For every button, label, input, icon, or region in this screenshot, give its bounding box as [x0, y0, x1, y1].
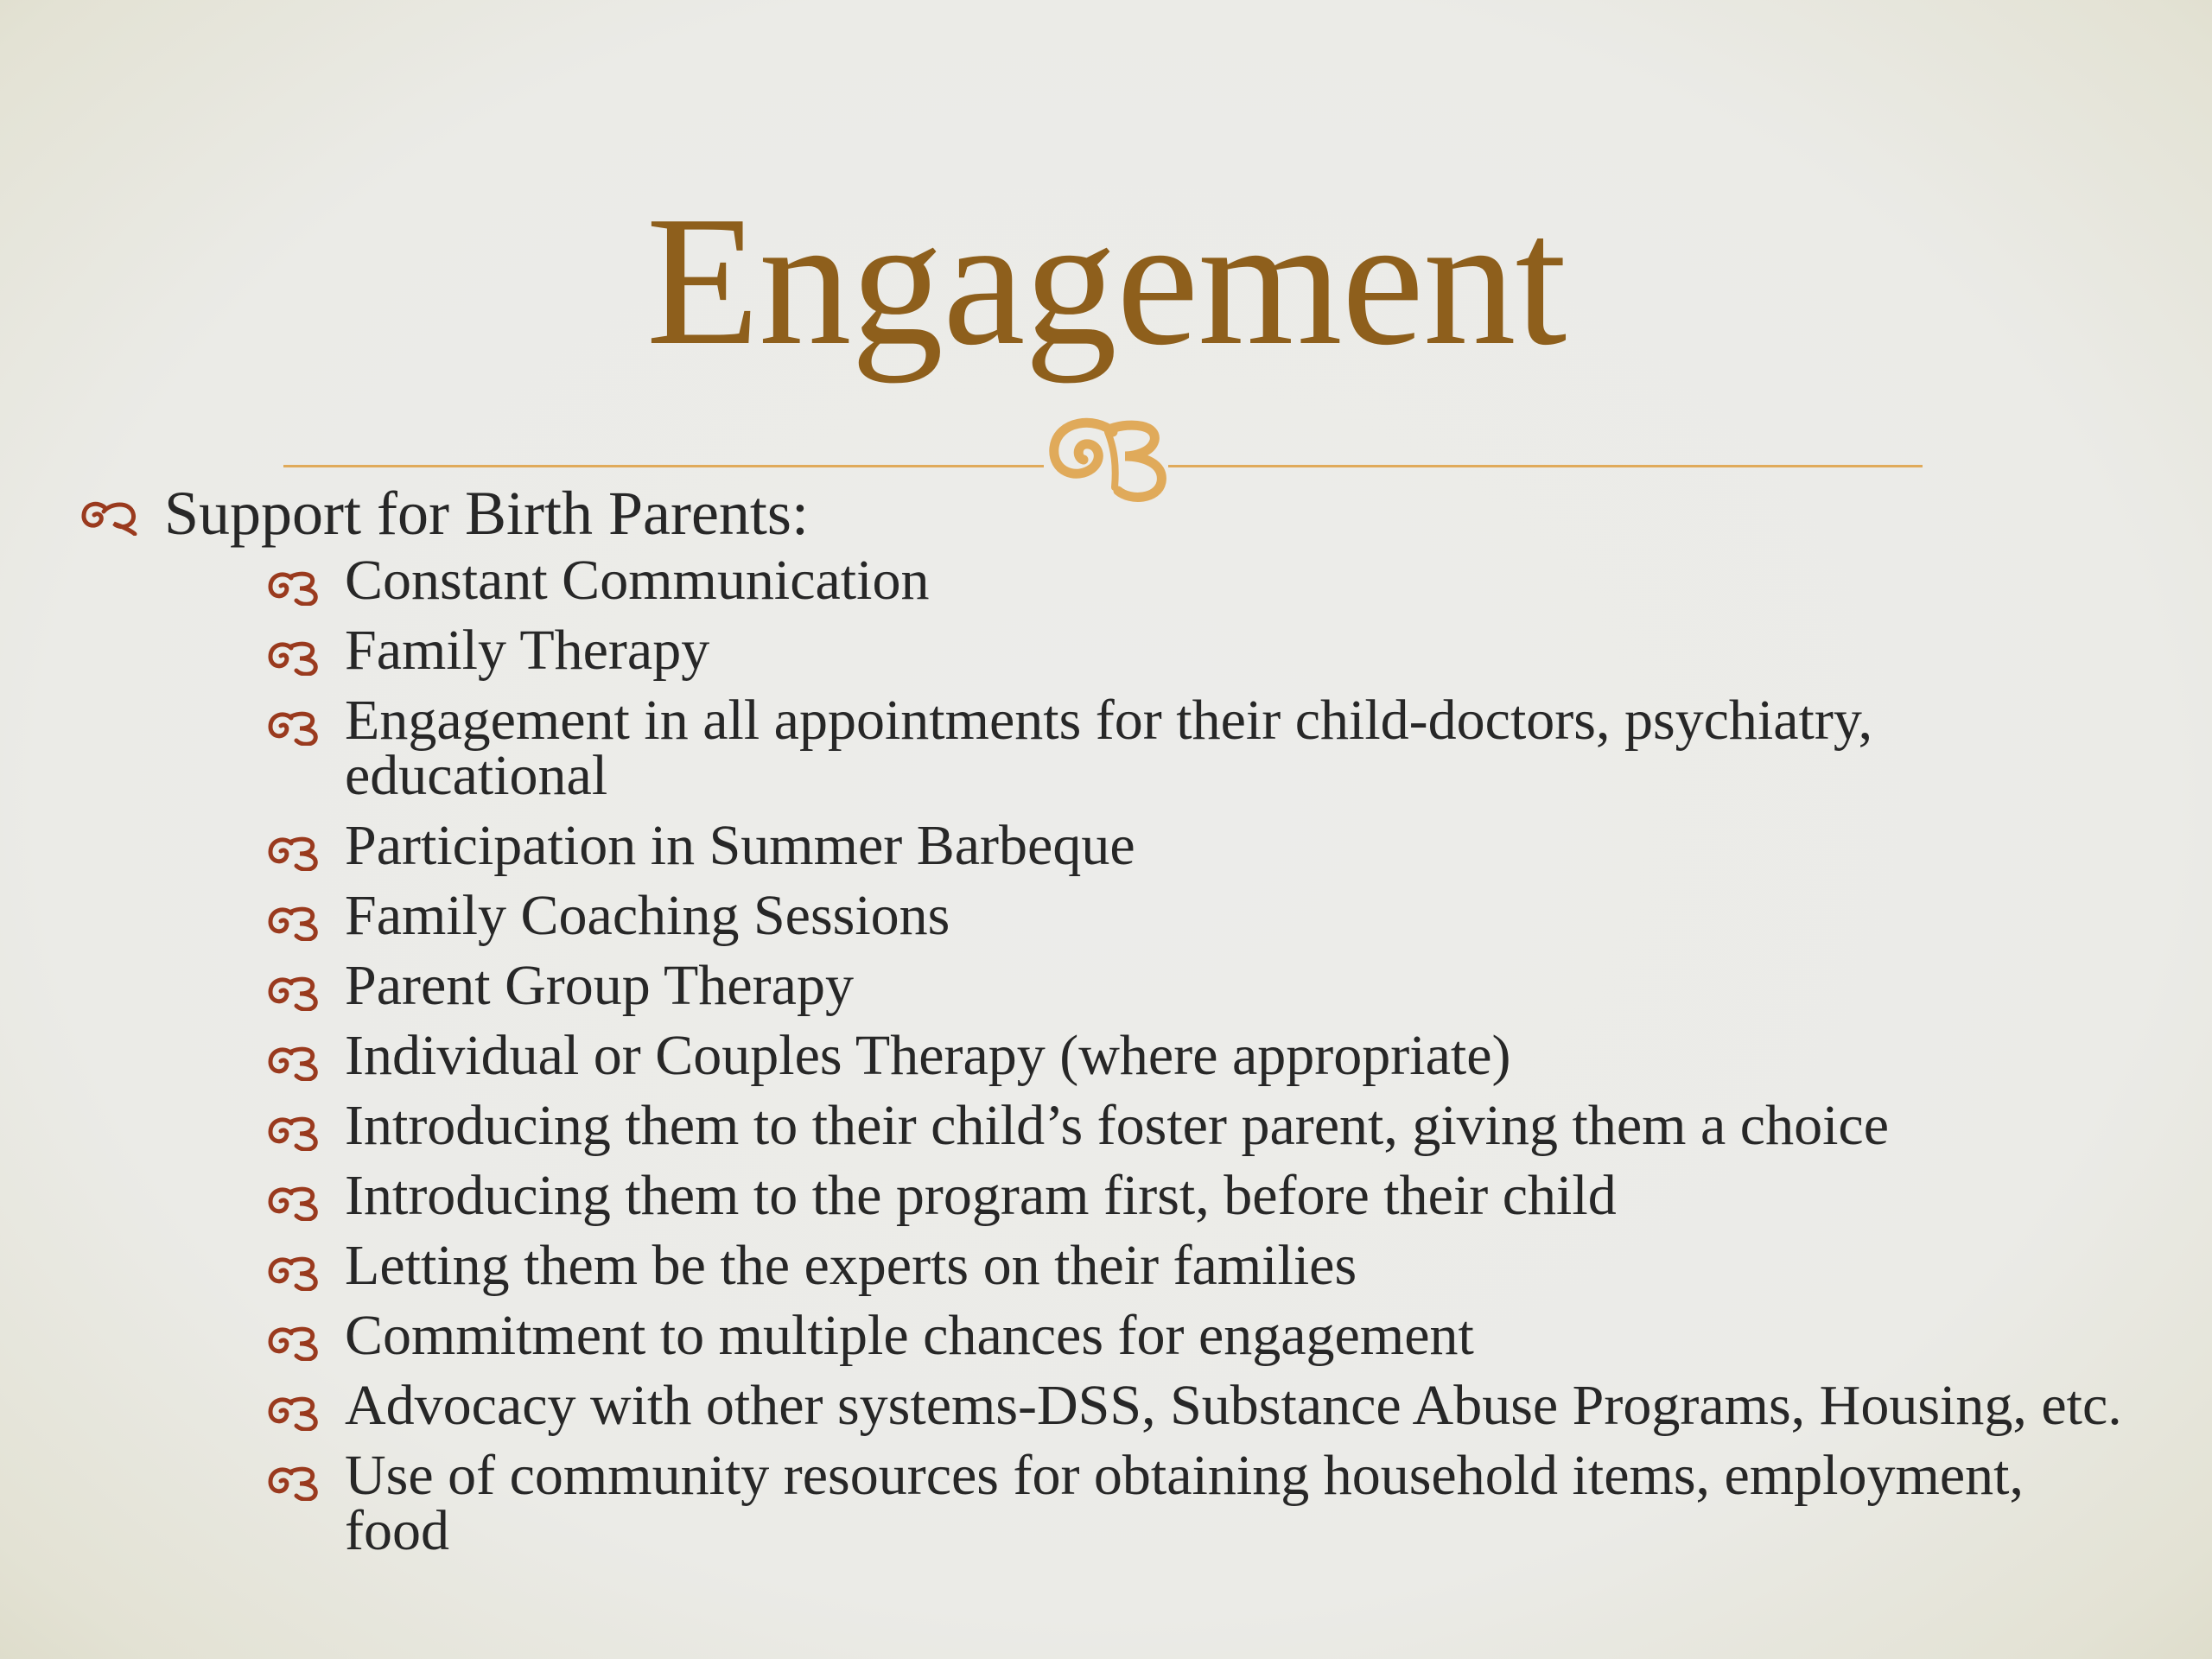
flourish-bullet-icon [265, 1253, 319, 1291]
list-item [265, 1374, 2136, 1437]
list-item-text: Constant Communication [345, 549, 930, 612]
list-item [265, 884, 2136, 947]
list-item-text: Introducing them to their child’s foster parent, giving them a choice [345, 1094, 1889, 1157]
list-item [265, 814, 2136, 877]
scroll-bullet-icon [79, 498, 138, 536]
list-item-text: Engagement in all appointments for their child-doctors, psychiatry, educational [345, 689, 1873, 807]
flourish-bullet-icon [265, 1463, 319, 1501]
flourish-bullet-icon [265, 1393, 319, 1431]
flourish-bullet-icon [265, 1113, 319, 1151]
divider-line-right [1168, 465, 1923, 467]
list-item-text: Commitment to multiple chances for engagement [345, 1304, 1474, 1367]
list-item [265, 1164, 2136, 1227]
main-bullet-item [79, 474, 2136, 553]
list-item-text: Parent Group Therapy [345, 954, 854, 1017]
list-item-text: Letting them be the experts on their families [345, 1234, 1357, 1297]
flourish-bullet-icon [265, 638, 319, 676]
flourish-bullet-icon [265, 568, 319, 606]
flourish-bullet-icon [265, 973, 319, 1011]
flourish-bullet-icon [265, 833, 319, 871]
list-item [265, 1234, 2136, 1297]
list-item-text: Individual or Couples Therapy (where appropriate) [345, 1024, 1511, 1087]
list-item [265, 689, 2136, 807]
list-item-text: Use of community resources for obtaining household items, employment, food [345, 1444, 2024, 1562]
flourish-bullet-icon [265, 903, 319, 941]
list-item [265, 619, 2136, 682]
flourish-bullet-icon [265, 1323, 319, 1361]
list-item [265, 549, 2136, 612]
slide-content [79, 474, 2136, 1573]
flourish-bullet-icon [265, 708, 319, 746]
list-item [265, 1024, 2136, 1087]
flourish-bullet-icon [265, 1183, 319, 1221]
flourish-bullet-icon [265, 1043, 319, 1081]
list-item [265, 1304, 2136, 1367]
sub-bullet-list [79, 549, 2136, 1562]
list-item-text: Introducing them to the program first, before their child [345, 1164, 1617, 1227]
list-item-text: Family Therapy [345, 619, 710, 682]
divider-line-left [283, 465, 1044, 467]
list-item-text: Participation in Summer Barbeque [345, 814, 1135, 877]
list-item-text: Family Coaching Sessions [345, 884, 950, 947]
list-item [265, 954, 2136, 1017]
list-item [265, 1094, 2136, 1157]
list-item [265, 1444, 2136, 1562]
main-bullet-text: Support for Birth Parents: [164, 479, 809, 548]
list-item-text: Advocacy with other systems-DSS, Substance Abuse Programs, Housing, etc. [345, 1374, 2122, 1437]
slide-title: Engagement [645, 177, 1567, 384]
